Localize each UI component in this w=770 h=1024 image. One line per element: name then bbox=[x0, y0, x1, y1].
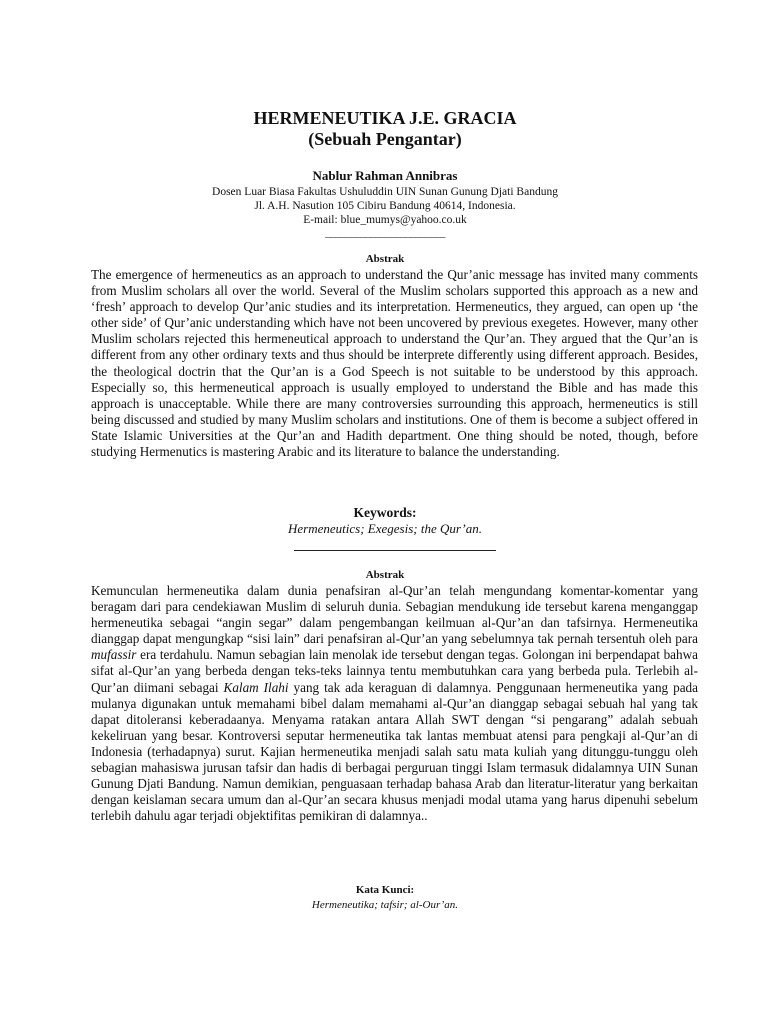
abstract-en-heading: Abstrak bbox=[365, 253, 405, 265]
abstract-id-part2: era terdahulu. Namun sebagian lain menolak ide tersebut dengan tegas. Golongan ini berpendapat bahwa sifat al-Qur’an yang berbeda dengan teks-teks lainnya tentu membutuhkan cara yang berbeda pula. Terlebih al-Qur’an diimani sebagai bbox=[91, 647, 698, 695]
term-mufassir: mufassir bbox=[91, 647, 137, 663]
abstract-id-part1: Kemunculan hermeneutika dalam dunia penafsiran al-Qur’an telah mengundang komentar-komentar yang beragam dari para cendekiawan Muslim di seluruh dunia. Sebagian mendukung ide tersebut karena menganggap hermeneutika sebagai “angin segar” dalam pengembangan keilmuan al-Qur’an dan tafsirnya. Hermeneutika dianggap dapat mengungkap “sisi lain” dari penafsiran al-Qur’an yang sebelumnya tak pernah tersentuh oleh para bbox=[91, 583, 698, 647]
keywords-en-heading: Keywords: bbox=[353, 505, 417, 520]
paper-subtitle: (Sebuah Pengantar) bbox=[308, 129, 462, 149]
author-separator: ________________________ bbox=[325, 227, 445, 239]
keywords-id-heading: Kata Kunci: bbox=[355, 884, 415, 896]
author-email: E-mail: blue_mumys@yahoo.co.uk bbox=[303, 214, 467, 226]
abstract-id-part3: yang tak ada keraguan di dalamnya. Penggunaan hermeneutika yang pada mulanya digunakan untuk memahami bibel dalam memahami al-Qur’an dianggap sebagai sebuah hal yang tak dapat ditoleransi keberadaanya. Menyama ratakan antara Allah SWT dengan “si pengarang” adalah sebuah kekeliruan yang besar. Kontroversi seputar hermeneutika tak lantas membuat atensi para pengkaji al-Qur’an di Indonesia (terhadapnya) surut. Kajian hermeneutika menjadi salah satu mata kuliah yang ditunggu-tunggu oleh sebagian mahasiswa jurusan tafsir dan hadis di berbagai perguruan tinggi Islam termasuk didalamnya UIN Sunan Gunung Djati Bandung. Namun demikian, penguasaan terhadap bahasa Arab dan literatur-literatur yang berkaitan dengan keislaman secara umum dan al-Qur’an secara khusus menjadi modal utama yang harus dipenuhi sebelum terlebih dahulu agar terjadi objektifitas pemikiran di dalamnya.. bbox=[91, 679, 698, 824]
abstract-id-text bbox=[91, 583, 698, 824]
abstract-en-text: The emergence of hermeneutics as an approach to understand the Qur’anic message has invited many comments from Muslim scholars all over the world. Several of the Muslim scholars supported this approach as a new and ‘fresh’ approach to develop Qur’anic studies and its interpretation. Hermeneutics, they argued, can open up ‘the other side’ of Qur’anic understanding which have not been uncovered by previous exegetes. However, many other Muslim scholars rejected this hermeneutical approach to understand the Qur’an. They argued that the Qur’an is different from any other ordinary texts and thus should be interprete differently using different approach. Besides, the theological doctrin that the Qur’an is a God Speech is not suitable to be understood by this approach. Especially so, this hermeneutical approach is usually employed to understand the Bible and has made this approach is unacceptable. While there are many controversies surrounding this approach, hermeneutics is still being discussed and studied by many Muslim scholars and institutions. One of them is become a subject offered in State Islamic Universities at the Qur’an and Hadith department. One thing should be noted, though, before studying Hermenutics is mastering Arabic and its literature to balance the understanding. bbox=[91, 267, 698, 460]
author-name: Nablur Rahman Annibras bbox=[312, 168, 458, 183]
paper-title: HERMENEUTIKA J.E. GRACIA bbox=[253, 108, 517, 128]
keywords-id: Hermeneutika; tafsir; al-Our’an. bbox=[311, 899, 459, 911]
abstract-id-heading: Abstrak bbox=[365, 569, 405, 581]
term-kalam-ilahi: Kalam Ilahi bbox=[223, 679, 289, 695]
section-divider bbox=[294, 550, 496, 551]
keywords-en: Hermeneutics; Exegesis; the Qur’an. bbox=[288, 521, 482, 536]
author-address: Jl. A.H. Nasution 105 Cibiru Bandung 40614, Indonesia. bbox=[254, 200, 516, 212]
author-affiliation: Dosen Luar Biasa Fakultas Ushuluddin UIN Sunan Gunung Djati Bandung bbox=[212, 186, 558, 198]
